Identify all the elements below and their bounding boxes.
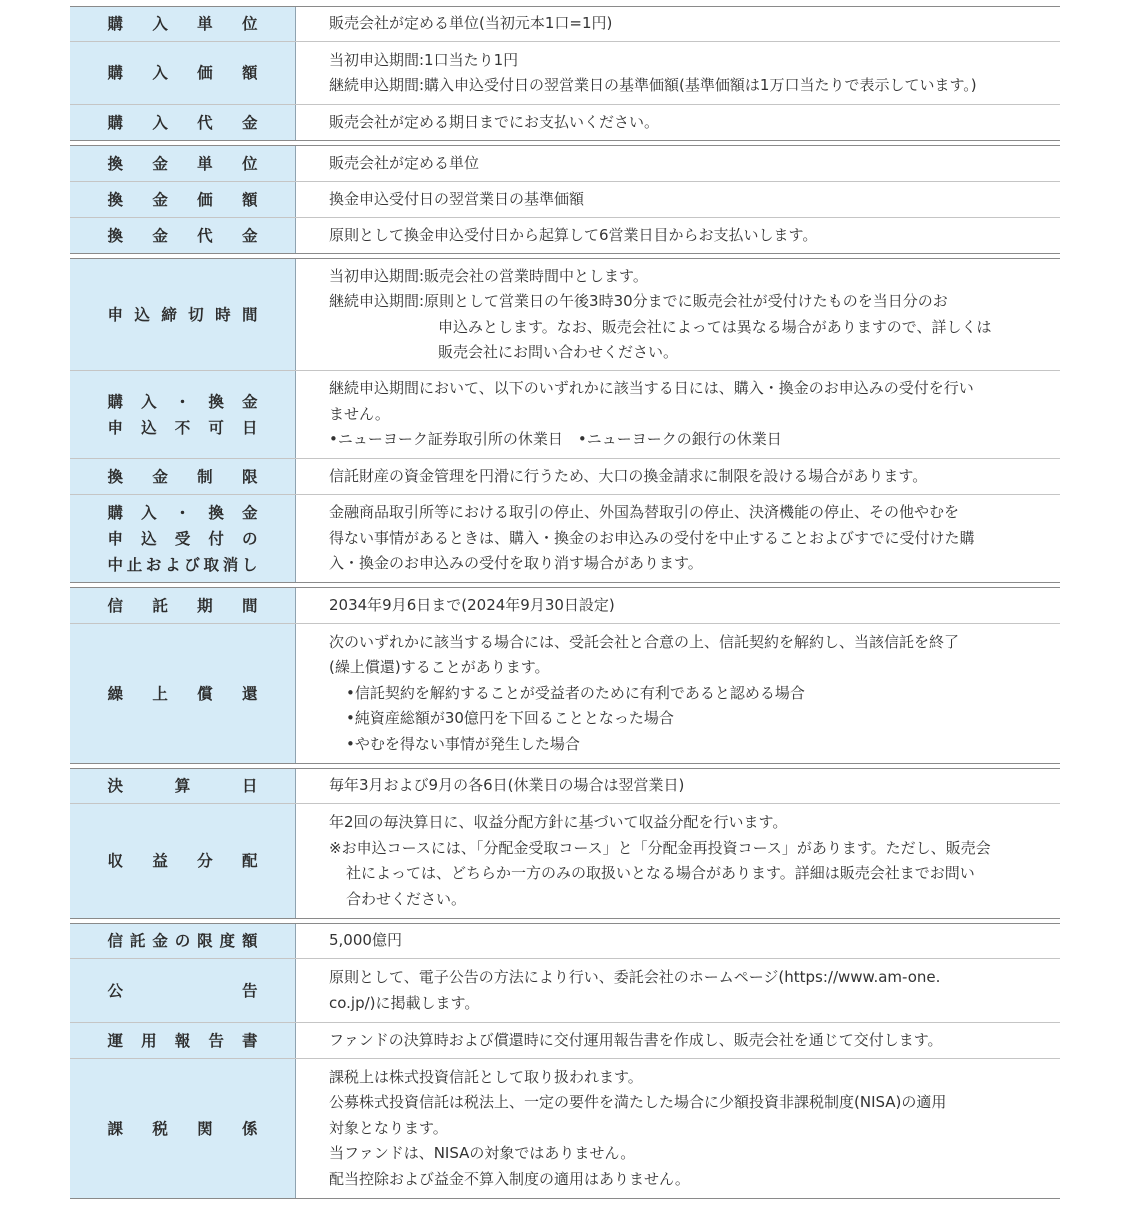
row-label xyxy=(70,7,296,41)
row-label-line: 換 金 単 位 xyxy=(107,154,258,173)
table-row xyxy=(70,1023,1060,1059)
row-label xyxy=(70,1023,296,1058)
row-value-line: 販売会社にお問い合わせください。 xyxy=(438,343,679,361)
row-value-line: 販売会社が定める単位(当初元本1口=1円) xyxy=(329,14,613,33)
row-value-line: •信託契約を解約することが受益者のために有利であると認める場合 xyxy=(346,683,805,702)
row-label-line: 購 入 ・ 換 金 xyxy=(107,392,258,411)
row-value-line: 5,000億円 xyxy=(329,931,402,950)
row-value xyxy=(296,42,1060,104)
row-value-line: 年2回の毎決算日に、収益分配方針に基づいて収益分配を行います。 xyxy=(329,813,788,831)
row-value xyxy=(296,924,1060,958)
row-value-line: 金融商品取引所等における取引の停止、外国為替取引の停止、決済機能の停止、その他やむを xyxy=(329,503,960,522)
row-value-line: •やむを得ない事情が発生した場合 xyxy=(346,734,580,753)
row-value-line: 当初申込期間:1口当たり1円 xyxy=(329,50,519,69)
row-label-line: 購 入 価 額 xyxy=(107,64,258,82)
row-label xyxy=(70,959,296,1022)
row-value xyxy=(296,495,1060,582)
row-value xyxy=(296,804,1060,918)
row-value-line: 配当控除および益金不算入制度の適用はありません。 xyxy=(329,1169,690,1188)
row-value-line: •純資産総額が30億円を下回ることとなった場合 xyxy=(346,709,674,728)
row-label-line: 換 金 代 金 xyxy=(107,226,258,245)
row-value-line: 2034年9月6日まで(2024年9月30日設定) xyxy=(329,595,615,614)
row-value-line: 次のいずれかに該当する場合には、受託会社と合意の上、信託契約を解約し、当該信託を終了 xyxy=(329,632,960,651)
table-row xyxy=(70,1059,1060,1199)
row-value xyxy=(296,218,1060,253)
row-label-line: 課 税 関 係 xyxy=(107,1119,258,1138)
row-value xyxy=(296,459,1060,494)
row-value-line: 毎年3月および9月の各6日(休業日の場合は翌営業日) xyxy=(329,776,685,795)
table-row xyxy=(70,587,1060,624)
row-value-line: •ニューヨーク証券取引所の休業日 •ニューヨークの銀行の休業日 xyxy=(329,430,782,449)
row-label xyxy=(70,459,296,494)
row-label-line: 繰 上 償 還 xyxy=(107,684,258,703)
row-value-line: 課税上は株式投資信託として取り扱われます。 xyxy=(329,1067,643,1086)
row-value-line: 申込みとします。なお、販売会社によっては異なる場合がありますので、詳しくは xyxy=(438,317,992,336)
row-value-line: 入・換金のお申込みの受付を取り消す場合があります。 xyxy=(329,554,703,573)
row-value-line: ファンドの決算時および償還時に交付運用報告書を作成し、販売会社を通じて交付します。 xyxy=(329,1030,943,1049)
row-label xyxy=(70,42,296,104)
table-row xyxy=(70,804,1060,919)
row-label xyxy=(70,105,296,140)
row-label-line: 申 込 受 付 の xyxy=(107,529,258,548)
row-value-line: 継続申込期間:原則として営業日の午後3時30分までに販売会社が受付けたものを当日分のお xyxy=(329,292,948,310)
fund-terms-table xyxy=(70,6,1060,1199)
row-label-line: 収 益 分 配 xyxy=(107,852,258,870)
row-label xyxy=(70,218,296,253)
row-value-line: 原則として、電子公告の方法により行い、委託会社のホームページ(https://www.am-one. xyxy=(329,968,941,986)
row-label xyxy=(70,1059,296,1198)
row-value-line: 社によっては、どちらか一方のみの取扱いとなる場合があります。詳細は販売会社までお問い xyxy=(346,864,975,882)
row-value-line: co.jp/)に掲載します。 xyxy=(329,993,480,1012)
table-row xyxy=(70,6,1060,42)
row-label-line: 購 入 単 位 xyxy=(107,15,258,33)
row-value xyxy=(296,182,1060,217)
row-value xyxy=(296,769,1060,803)
row-label xyxy=(70,182,296,217)
table-row xyxy=(70,923,1060,959)
row-value xyxy=(296,959,1060,1022)
row-value-line: 当初申込期間:販売会社の営業時間中とします。 xyxy=(329,266,648,285)
row-label xyxy=(70,624,296,763)
row-value-line: 継続申込期間:購入申込受付日の翌営業日の基準価額(基準価額は1万口当たりで表示しています。) xyxy=(329,76,977,94)
row-value-line: 公募株式投資信託は税法上、一定の要件を満たした場合に少額投資非課税制度(NISA)の適用 xyxy=(329,1093,947,1112)
table-row xyxy=(70,495,1060,583)
row-label-line: 購 入 ・ 換 金 xyxy=(107,503,258,522)
row-value xyxy=(296,624,1060,763)
row-label-line: 運 用 報 告 書 xyxy=(107,1031,258,1050)
row-value xyxy=(296,259,1060,370)
row-value-line: 得ない事情があるときは、購入・換金のお申込みの受付を中止することおよびすでに受付けた購 xyxy=(329,528,975,547)
row-value xyxy=(296,7,1060,41)
table-row xyxy=(70,371,1060,459)
row-label-line: 信 託 期 間 xyxy=(107,596,258,615)
row-label xyxy=(70,804,296,918)
row-value-line: 販売会社が定める期日までにお支払いください。 xyxy=(329,112,660,131)
row-value-line: 原則として換金申込受付日から起算して6営業日目からお支払いします。 xyxy=(329,225,818,244)
row-value xyxy=(296,1059,1060,1198)
row-value-line: (繰上償還)することがあります。 xyxy=(329,658,550,677)
table-row xyxy=(70,218,1060,254)
row-value-line: ません。 xyxy=(329,404,390,423)
row-label-line: 換 金 制 限 xyxy=(107,467,258,486)
row-value-line: 対象となります。 xyxy=(329,1118,448,1137)
row-label-line: 信 託 金 の 限 度 額 xyxy=(107,932,258,950)
table-row xyxy=(70,768,1060,804)
table-row xyxy=(70,959,1060,1023)
row-value xyxy=(296,105,1060,140)
row-label-line: 中 止 お よ び 取 消 し xyxy=(107,555,258,574)
row-label-line: 申 込 不 可 日 xyxy=(107,418,258,437)
row-label xyxy=(70,146,296,181)
row-label-line: 公 告 xyxy=(107,981,258,1000)
row-value-line: 信託財産の資金管理を円滑に行うため、大口の換金請求に制限を設ける場合があります。 xyxy=(329,466,928,485)
row-label-line: 換 金 価 額 xyxy=(107,190,258,209)
table-row xyxy=(70,258,1060,371)
row-value xyxy=(296,588,1060,623)
row-label-line: 申 込 締 切 時 間 xyxy=(107,305,258,324)
table-row xyxy=(70,182,1060,218)
row-value-line: 販売会社が定める単位 xyxy=(329,153,480,172)
table-row xyxy=(70,42,1060,105)
row-value xyxy=(296,371,1060,458)
row-label-line: 購 入 代 金 xyxy=(107,113,258,132)
table-row xyxy=(70,105,1060,141)
table-row xyxy=(70,145,1060,182)
row-value-line: 当ファンドは、NISAの対象ではありません。 xyxy=(329,1144,636,1163)
row-value-line: 換金申込受付日の翌営業日の基準価額 xyxy=(329,189,585,208)
row-value-line: 合わせください。 xyxy=(346,889,467,908)
table-row xyxy=(70,624,1060,764)
table-row xyxy=(70,459,1060,495)
row-label-line: 決 算 日 xyxy=(107,777,258,795)
row-label xyxy=(70,924,296,958)
row-label xyxy=(70,495,296,582)
row-label xyxy=(70,588,296,623)
row-label xyxy=(70,769,296,803)
row-value-line: 継続申込期間において、以下のいずれかに該当する日には、購入・換金のお申込みの受付を行い xyxy=(329,379,974,398)
row-value-line: ※お申込コースには、「分配金受取コース」と「分配金再投資コース」があります。ただし、販売会 xyxy=(329,838,991,857)
row-label xyxy=(70,259,296,370)
row-value xyxy=(296,1023,1060,1058)
row-label xyxy=(70,371,296,458)
row-value xyxy=(296,146,1060,181)
